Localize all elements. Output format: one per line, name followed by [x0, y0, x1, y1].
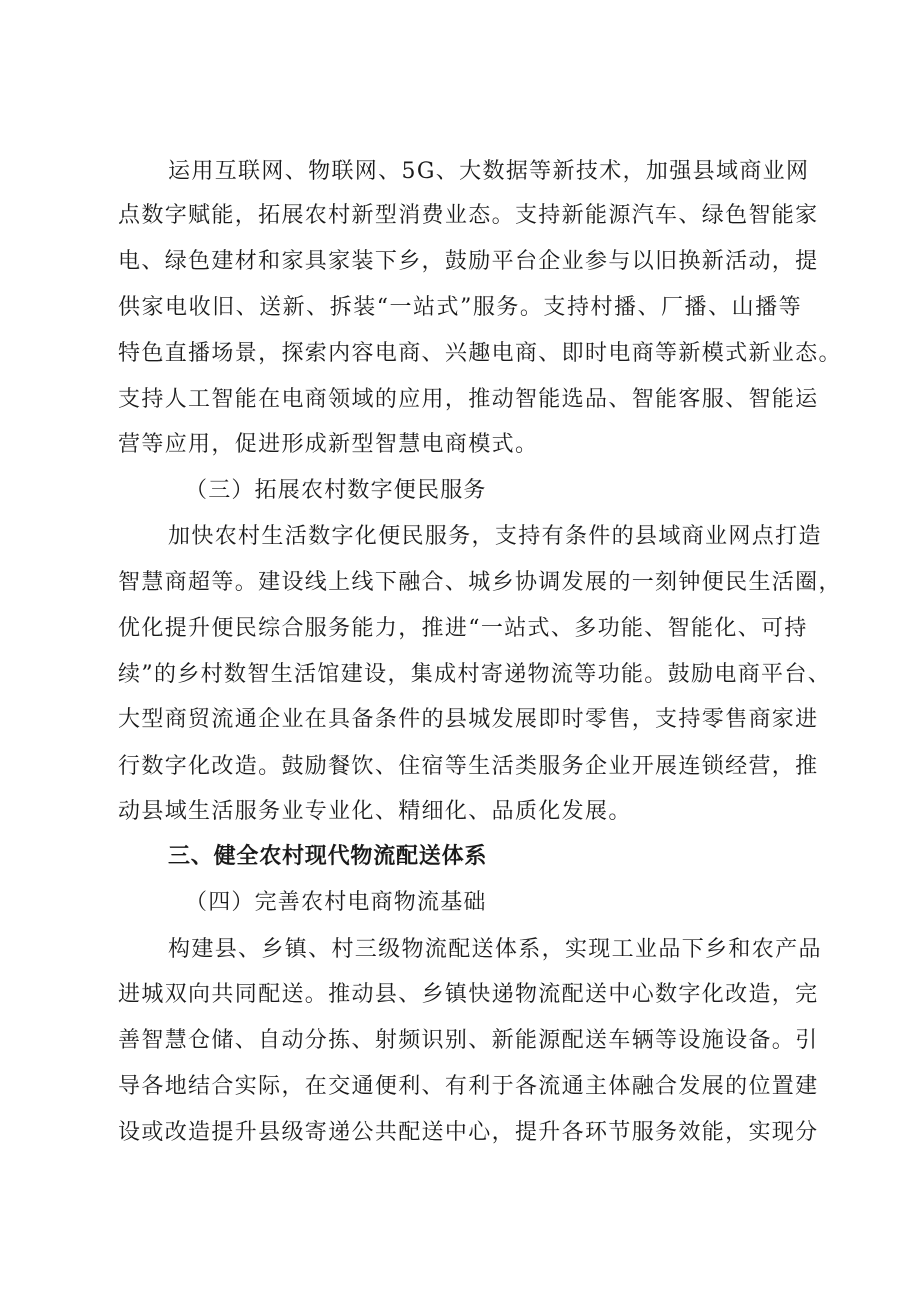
paragraph-2-line-5: 大型商贸流通企业在具备条件的县城发展即时零售，支持零售商家进	[118, 707, 819, 732]
paragraph-3-line-1: 构建县、乡镇、村三级物流配送体系，实现工业品下乡和农产品	[168, 937, 822, 962]
paragraph-2-line-6: 行数字化改造。鼓励餐饮、住宿等生活类服务企业开展连锁经营，推	[118, 754, 819, 779]
section-heading-3: 三、健全农村现代物流配送体系	[168, 844, 488, 869]
paragraph-3-line-3: 善智慧仓储、自动分拣、射频识别、新能源配送车辆等设施设备。引	[118, 1028, 819, 1053]
paragraph-2-line-3: 优化提升便民综合服务能力，推进“一站式、多功能、智能化、可持	[118, 616, 808, 641]
paragraph-2-line-2: 智慧商超等。建设线上线下融合、城乡协调发展的一刻钟便民生活圈，	[118, 570, 842, 595]
paragraph-3-line-2: 进城双向共同配送。推动县、乡镇快递物流配送中心数字化改造，完	[118, 982, 819, 1007]
paragraph-2-line-1: 加快农村生活数字化便民服务，支持有条件的县域商业网点打造	[168, 524, 822, 549]
paragraph-1-line-3: 电、绿色建材和家具家装下乡，鼓励平台企业参与以旧换新活动，提	[118, 249, 819, 274]
paragraph-2-line-7: 动县域生活服务业专业化、精细化、品质化发展。	[118, 799, 632, 824]
subheading-4: （四）完善农村电商物流基础	[185, 890, 487, 915]
paragraph-3-line-4: 导各地结合实际，在交通便利、有利于各流通主体融合发展的位置建	[118, 1074, 819, 1099]
paragraph-1-line-6: 支持人工智能在电商领域的应用，推动智能选品、智能客服、智能运	[118, 387, 819, 412]
paragraph-2-line-4: 续”的乡村数智生活馆建设，集成村寄递物流等功能。鼓励电商平台、	[118, 662, 832, 687]
paragraph-1-line-5: 特色直播场景，探索内容电商、兴趣电商、即时电商等新模式新业态。	[118, 341, 842, 366]
paragraph-1-line-7: 营等应用，促进形成新型智慧电商模式。	[118, 432, 539, 457]
paragraph-1-line-1: 运用互联网、物联网、5G、大数据等新技术，加强县域商业网	[168, 159, 810, 184]
paragraph-1-line-2: 点数字赋能，拓展农村新型消费业态。支持新能源汽车、绿色智能家	[118, 203, 819, 228]
subheading-3: （三）拓展农村数字便民服务	[185, 478, 487, 503]
paragraph-1-line-4: 供家电收旧、送新、拆装“一站式”服务。支持村播、厂播、山播等	[118, 295, 802, 320]
paragraph-3-line-5: 设或改造提升县级寄递公共配送中心，提升各环节服务效能，实现分	[118, 1120, 819, 1145]
